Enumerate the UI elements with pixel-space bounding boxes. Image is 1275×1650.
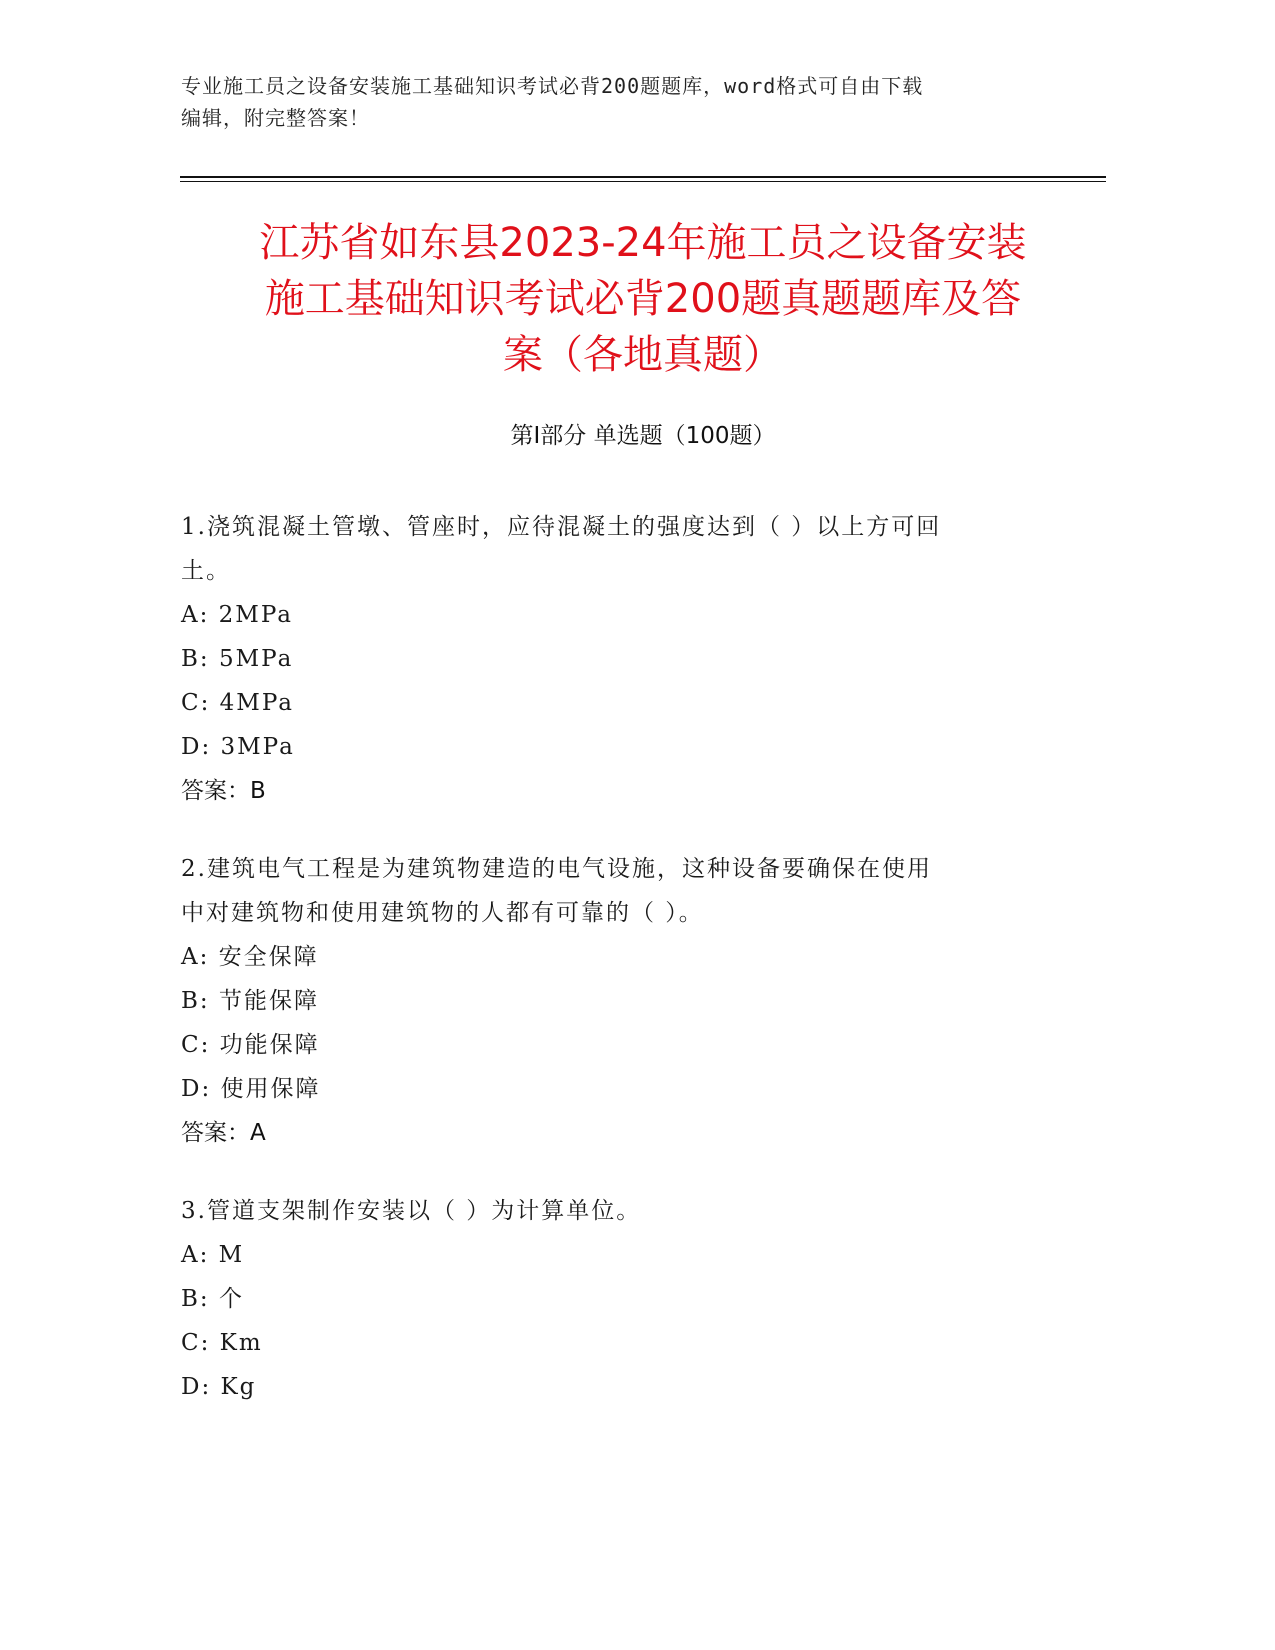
option-b: B: 节能保障 [181,988,319,1014]
question-2 [181,847,1041,1155]
option-d: D: 3MPa [181,734,295,760]
question-stem-line: 土。 [181,558,231,584]
option-b: B: 个 [181,1286,244,1312]
header-note [181,70,1061,134]
header-divider-thin [180,181,1106,182]
question-stem-line: 2.建筑电气工程是为建筑物建造的电气设施，这种设备要确保在使用 [181,856,932,882]
document-title-line-1: 江苏省如东县2023-24年施工员之设备安装 [259,220,1027,266]
question-stem-line: 中对建筑物和使用建筑物的人都有可靠的（ ）。 [181,900,704,926]
question-list [181,505,1041,1443]
section-title: 第Ⅰ部分 单选题（100题） [510,423,776,449]
question-1 [181,505,1041,813]
option-c: C: 功能保障 [181,1032,320,1058]
question-stem-line: 1.浇筑混凝土管墩、管座时，应待混凝土的强度达到（ ）以上方可回 [181,514,942,540]
document-title [180,215,1106,383]
option-d: D: Kg [181,1374,257,1400]
question-3 [181,1189,1041,1409]
option-a: A: 安全保障 [181,944,319,970]
header-note-line-2: 编辑，附完整答案！ [181,106,370,130]
question-stem-line: 3.管道支架制作安装以（ ）为计算单位。 [181,1198,642,1224]
question-stem [181,1189,1041,1233]
option-d: D: 使用保障 [181,1076,321,1102]
option-a: A: 2MPa [181,602,294,628]
option-c: C: 4MPa [181,690,294,716]
option-c: C: Km [181,1330,263,1356]
question-stem [181,847,1041,935]
header-note-line-1: 专业施工员之设备安装施工基础知识考试必背200题题库，word格式可自由下载 [181,74,924,98]
header-divider-thick [180,176,1106,178]
answer: 答案：B [181,778,266,804]
document-title-line-2: 施工基础知识考试必背200题真题题库及答 [264,276,1022,322]
document-title-line-3: 案（各地真题） [503,332,783,378]
answer: 答案：A [181,1120,266,1146]
question-stem [181,505,1041,593]
option-a: A: M [181,1242,245,1268]
option-b: B: 5MPa [181,646,294,672]
